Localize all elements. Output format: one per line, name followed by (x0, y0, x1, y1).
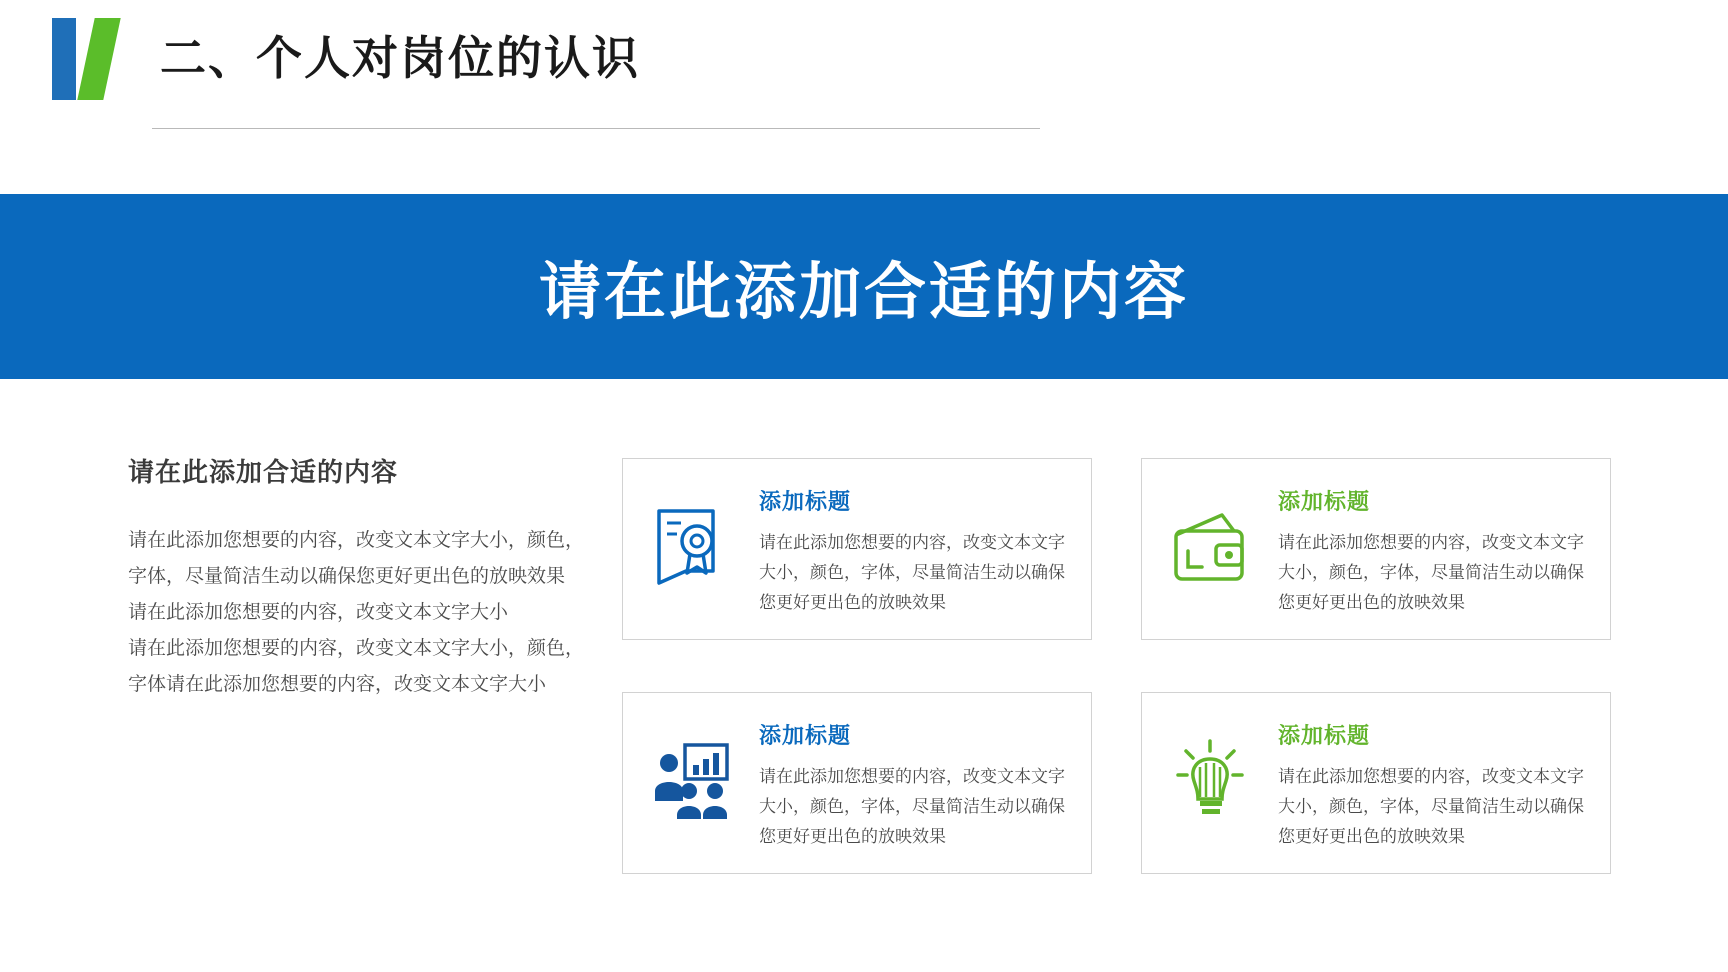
card-title: 添加标题 (759, 723, 852, 748)
header-divider (152, 128, 1040, 129)
logo-blue-bar (52, 18, 76, 100)
card-description: 请在此添加您想要的内容，改变文本文字大小，颜色，字体，尽量简洁生动以确保您更好更出色的放映效果 (1278, 767, 1584, 846)
content-card[interactable] (1141, 692, 1611, 874)
content-card[interactable] (622, 692, 1092, 874)
logo-green-bar (77, 18, 120, 100)
wallet-icon (1164, 501, 1256, 593)
page-title: 二、个人对岗位的认识 (160, 32, 640, 84)
card-title: 添加标题 (1278, 489, 1371, 514)
certificate-icon (645, 501, 737, 593)
left-paragraph: 请在此添加您想要的内容，改变文本文字大小，颜色，字体，尽量简洁生动以确保您更好更出色的放映效果 (128, 530, 585, 587)
left-heading: 请在此添加合适的内容 (128, 457, 399, 487)
card-description: 请在此添加您想要的内容，改变文本文字大小，颜色，字体，尽量简洁生动以确保您更好更出色的放映效果 (759, 533, 1065, 612)
team-presentation-icon (645, 735, 737, 827)
left-body (128, 523, 588, 703)
card-body (1278, 485, 1590, 618)
left-text-column (128, 452, 588, 703)
card-description: 请在此添加您想要的内容，改变文本文字大小，颜色，字体，尽量简洁生动以确保您更好更出色的放映效果 (759, 767, 1065, 846)
left-paragraph: 请在此添加您想要的内容，改变文本文字大小 (128, 602, 509, 623)
banner (0, 194, 1728, 379)
card-body (759, 485, 1071, 618)
card-title: 添加标题 (1278, 723, 1371, 748)
brand-logo (52, 18, 124, 100)
content-card[interactable] (1141, 458, 1611, 640)
slide-header (0, 0, 1728, 150)
card-body (1278, 719, 1590, 852)
lightbulb-idea-icon (1164, 735, 1256, 827)
card-description: 请在此添加您想要的内容，改变文本文字大小，颜色，字体，尽量简洁生动以确保您更好更出色的放映效果 (1278, 533, 1584, 612)
card-title: 添加标题 (759, 489, 852, 514)
left-paragraph: 请在此添加您想要的内容，改变文本文字大小，颜色，字体请在此添加您想要的内容，改变文本文字大小 (128, 638, 585, 695)
banner-title: 请在此添加合适的内容 (538, 258, 1189, 327)
card-body (759, 719, 1071, 852)
content-card[interactable] (622, 458, 1092, 640)
cards-grid (622, 458, 1612, 888)
